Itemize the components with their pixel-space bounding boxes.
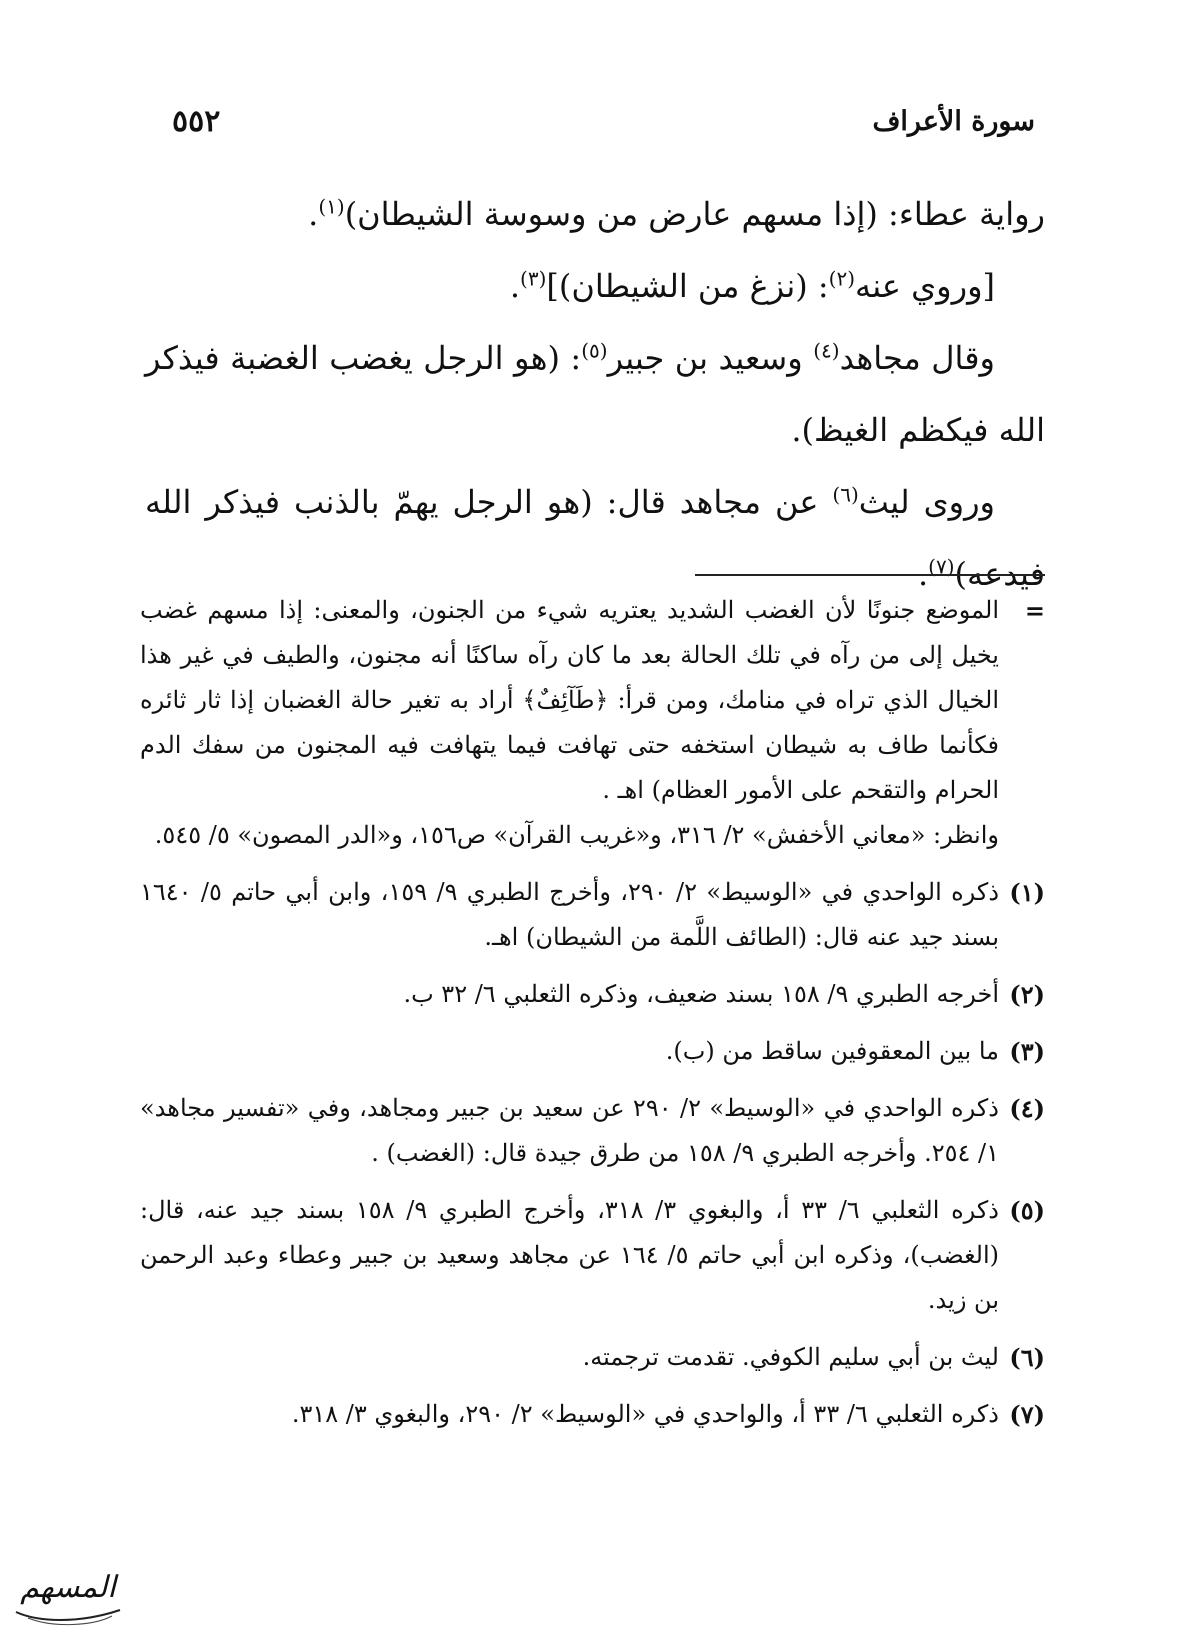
footnote-marker: (٧) bbox=[1009, 1400, 1045, 1429]
library-stamp-logo bbox=[8, 1552, 128, 1632]
paragraph-text: وقال مجاهد bbox=[839, 339, 996, 377]
paragraph-text: رواية عطاء: (إذا مسهم عارض من وسوسة الشيطان) bbox=[344, 195, 1045, 233]
paragraph-text: : (نزغ من الشيطان)] bbox=[546, 267, 829, 305]
footnote-marker: (٤) bbox=[1009, 1094, 1045, 1123]
paragraph-end: . bbox=[308, 195, 319, 233]
footnote-1 bbox=[140, 870, 1045, 960]
running-head bbox=[172, 96, 1035, 146]
footnote-3 bbox=[140, 1029, 1045, 1074]
page-number: ٥٥٢ bbox=[172, 103, 221, 139]
footnote-2 bbox=[140, 972, 1045, 1017]
paragraph-2 bbox=[145, 250, 1045, 322]
footnote-marker: (١) bbox=[1009, 878, 1045, 907]
paragraph-text: عن مجاهد قال: (هو الرجل يهمّ بالذنب فيذكر الله فيدعه) bbox=[145, 483, 1045, 593]
paragraph-end: . bbox=[509, 267, 521, 305]
footnote-6 bbox=[140, 1335, 1045, 1380]
footnote-text: الموضع جنونًا لأن الغضب الشديد يعتريه شيء من الجنون، والمعنى: إذا مسهم غضب يخيل إلى من رآه في تلك الحالة بعد ما كان رآه ساكنًا أنه مجنون، والطيف في غير هذا الخيال الذي تراه في منامك، ومن قرأ: ﴿طَآئِفٌ﴾ أراد به تغير حالة الغضبان إذا ثار ثائره فكأنما طاف به شيطان استخفه حتى تهافت فيما يتهافت فيه المجنون من سفك الدم الحرام والتقحم على الأمور العظام) اهـ . bbox=[140, 596, 999, 804]
main-text bbox=[145, 178, 1045, 610]
footnote-text: ليث بن أبي سليم الكوفي. تقدمت ترجمته. bbox=[582, 1343, 999, 1371]
footnote-marker: = bbox=[1024, 596, 1045, 625]
footnote-separator bbox=[695, 574, 1045, 576]
footnote-text: ذكره الثعلبي ٦/ ٣٣ أ، والبغوي ٣/ ٣١٨، وأخرج الطبري ٩/ ١٥٨ بسند جيد عنه، قال: (الغضب)، وذكره ابن أبي حاتم ٥/ ١٦٤ عن مجاهد وسعيد بن جبير وعطاء وعبد الرحمن بن زيد. bbox=[140, 1196, 1000, 1314]
footnote-text: ذكره الواحدي في «الوسيط» ٢/ ٢٩٠ عن سعيد بن جبير ومجاهد، وفي «تفسير مجاهد» ١/ ٢٥٤. وأخرجه الطبري ٩/ ١٥٨ من طرق جيدة قال: (الغضب) . bbox=[140, 1094, 999, 1167]
footnote-marker: (٦) bbox=[1009, 1343, 1045, 1372]
paragraph-text: : (هو الرجل يغضب الغضبة فيذكر الله فيكظم الغيظ). bbox=[145, 339, 1045, 449]
footnote-text: وانظر: «معاني الأخفش» ٢/ ٣١٦، و«غريب القرآن» ص١٥٦، و«الدر المصون» ٥/ ٥٤٥. bbox=[154, 821, 999, 849]
footnote-text: أخرجه الطبري ٩/ ١٥٨ بسند ضعيف، وذكره الثعلبي ٦/ ٣٢ ب. bbox=[403, 980, 999, 1008]
footnote-ref: (٧) bbox=[928, 554, 955, 579]
footnote-4 bbox=[140, 1086, 1045, 1176]
footnote-ref: (٥) bbox=[581, 338, 608, 363]
footnote-ref: (٤) bbox=[813, 338, 840, 363]
footnotes bbox=[140, 588, 1045, 1449]
footnote-text: ذكره الثعلبي ٦/ ٣٣ أ، والواحدي في «الوسيط» ٢/ ٢٩٠، والبغوي ٣/ ٣١٨. bbox=[291, 1400, 999, 1428]
paragraph-text: [وروي عنه bbox=[855, 267, 995, 305]
footnote-text: ذكره الواحدي في «الوسيط» ٢/ ٢٩٠، وأخرج الطبري ٩/ ١٥٩، وابن أبي حاتم ٥/ ١٦٤٠ بسند جيد عنه قال: (الطائف اللَّمة من الشيطان) اهـ. bbox=[140, 878, 1000, 951]
paragraph-3 bbox=[145, 322, 1045, 466]
footnote-marker: (٥) bbox=[1009, 1196, 1045, 1225]
paragraph-1 bbox=[145, 178, 1045, 250]
surah-title: سورة الأعراف bbox=[872, 105, 1035, 137]
footnote-ref: (٣) bbox=[520, 266, 547, 291]
footnote-marker: (٣) bbox=[1009, 1037, 1045, 1066]
paragraph-end: . bbox=[917, 555, 929, 593]
footnote-body bbox=[140, 588, 999, 858]
footnote-text: ما بين المعقوفين ساقط من (ب). bbox=[665, 1037, 999, 1065]
footnote-marker: (٢) bbox=[1009, 980, 1045, 1009]
footnote-ref: (٦) bbox=[832, 482, 859, 507]
footnote-7 bbox=[140, 1392, 1045, 1437]
footnote-5 bbox=[140, 1188, 1045, 1323]
paragraph-text: وسعيد بن جبير bbox=[607, 339, 814, 377]
stamp-text: المسهم bbox=[20, 1570, 116, 1605]
footnote-continuation bbox=[140, 588, 1045, 858]
footnote-ref: (٢) bbox=[828, 266, 856, 291]
footnote-ref: (١) bbox=[318, 194, 345, 219]
paragraph-text: وروى ليث bbox=[858, 483, 996, 521]
